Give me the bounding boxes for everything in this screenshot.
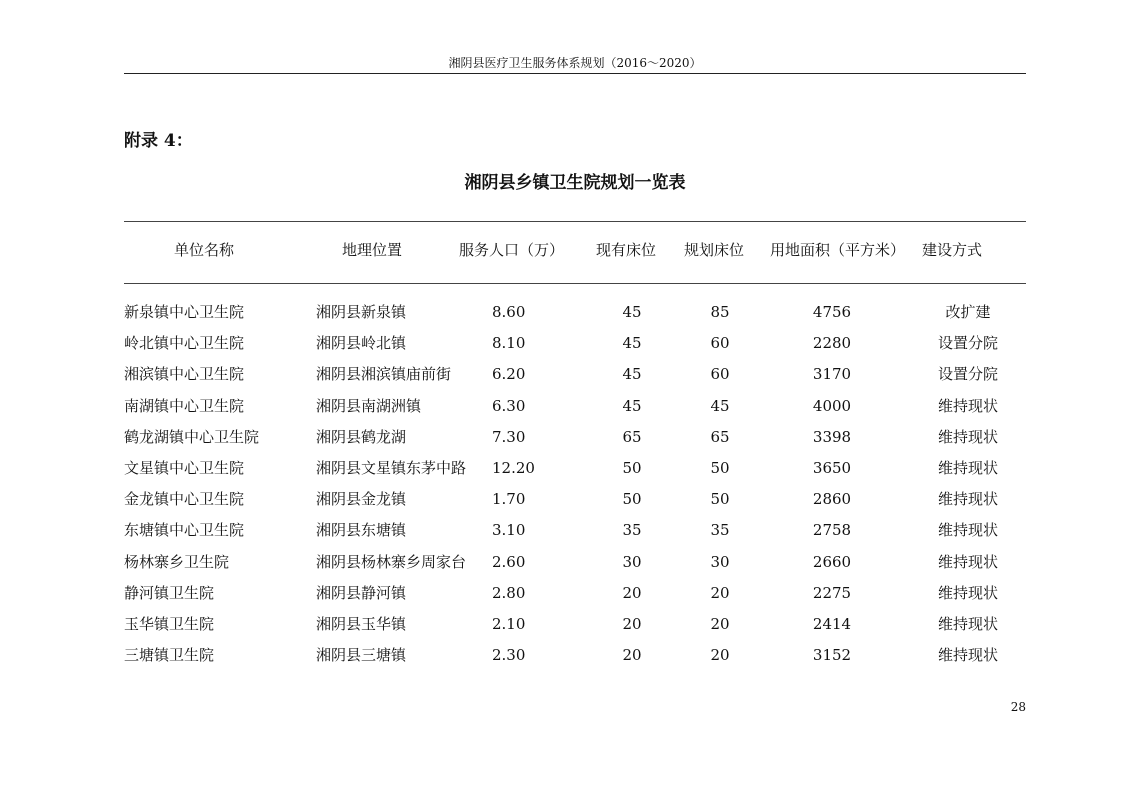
cell-location: 湘阴县杨林寨乡周家台 <box>316 552 467 571</box>
cell-land-area: 2275 <box>812 583 852 602</box>
cell-existing-beds: 45 <box>622 365 642 384</box>
cell-land-area: 4000 <box>812 396 852 415</box>
cell-land-area: 3650 <box>812 458 852 477</box>
cell-existing-beds: 50 <box>622 458 642 477</box>
cell-location: 湘阴县三塘镇 <box>316 646 407 665</box>
appendix-label: 附录 4： <box>124 131 193 151</box>
cell-population: 6.30 <box>492 396 526 415</box>
cell-planned-beds: 20 <box>710 646 730 665</box>
cell-construction-mode: 维持现状 <box>937 552 998 571</box>
cell-construction-mode: 维持现状 <box>937 490 998 509</box>
cell-planned-beds: 35 <box>710 521 730 540</box>
table-row <box>0 362 1122 393</box>
cell-name: 杨林寨乡卫生院 <box>124 552 230 571</box>
table-row <box>0 487 1122 518</box>
column-header-name: 单位名称 <box>173 241 234 259</box>
column-header-existing-beds: 现有床位 <box>596 241 657 259</box>
cell-name: 南湖镇中心卫生院 <box>124 396 245 415</box>
column-header-planned-beds: 规划床位 <box>684 241 745 259</box>
cell-land-area: 3170 <box>812 365 852 384</box>
cell-population: 2.80 <box>492 583 526 602</box>
cell-planned-beds: 60 <box>710 365 730 384</box>
cell-construction-mode: 维持现状 <box>937 521 998 540</box>
cell-construction-mode: 设置分院 <box>937 334 998 353</box>
cell-planned-beds: 50 <box>710 458 730 477</box>
header-rule <box>124 73 1026 74</box>
page-number: 28 <box>1010 700 1026 714</box>
cell-name: 新泉镇中心卫生院 <box>124 303 245 321</box>
cell-name: 东塘镇中心卫生院 <box>124 521 245 540</box>
column-header-land-area: 用地面积（平方米） <box>770 241 906 259</box>
cell-existing-beds: 45 <box>622 396 642 415</box>
cell-land-area: 2280 <box>812 334 852 353</box>
cell-construction-mode: 维持现状 <box>937 396 998 415</box>
cell-existing-beds: 30 <box>622 552 642 571</box>
cell-planned-beds: 65 <box>710 427 730 446</box>
cell-existing-beds: 35 <box>622 521 642 540</box>
cell-name: 文星镇中心卫生院 <box>124 458 245 477</box>
table-header-rule <box>124 283 1026 284</box>
cell-location: 湘阴县岭北镇 <box>316 334 407 353</box>
cell-name: 岭北镇中心卫生院 <box>124 334 245 353</box>
cell-location: 湘阴县金龙镇 <box>316 490 407 509</box>
column-header-construction-mode: 建设方式 <box>922 241 983 259</box>
cell-location: 湘阴县新泉镇 <box>316 303 407 321</box>
cell-existing-beds: 20 <box>622 583 642 602</box>
cell-location: 湘阴县鹤龙湖 <box>316 427 407 446</box>
column-header-population: 服务人口（万） <box>459 241 565 259</box>
table-body <box>0 300 1122 674</box>
cell-location: 湘阴县东塘镇 <box>316 521 407 540</box>
table-row <box>0 643 1122 674</box>
cell-population: 2.30 <box>492 646 526 665</box>
cell-construction-mode: 维持现状 <box>937 646 998 665</box>
cell-planned-beds: 30 <box>710 552 730 571</box>
cell-existing-beds: 45 <box>622 303 642 321</box>
cell-land-area: 3398 <box>812 427 852 446</box>
cell-population: 6.20 <box>492 365 526 384</box>
table-row <box>0 612 1122 643</box>
cell-construction-mode: 维持现状 <box>937 583 998 602</box>
cell-existing-beds: 50 <box>622 490 642 509</box>
cell-location: 湘阴县湘滨镇庙前街 <box>316 365 452 384</box>
cell-planned-beds: 45 <box>710 396 730 415</box>
cell-name: 静河镇卫生院 <box>124 583 215 602</box>
cell-existing-beds: 20 <box>622 614 642 633</box>
table-row <box>0 456 1122 487</box>
cell-land-area: 2758 <box>812 521 852 540</box>
cell-population: 8.10 <box>492 334 526 353</box>
cell-location: 湘阴县文星镇东茅中路 <box>316 458 467 477</box>
column-header-location: 地理位置 <box>341 241 402 259</box>
cell-location: 湘阴县玉华镇 <box>316 614 407 633</box>
cell-population: 2.60 <box>492 552 526 571</box>
cell-planned-beds: 60 <box>710 334 730 353</box>
cell-population: 3.10 <box>492 521 526 540</box>
cell-name: 湘滨镇中心卫生院 <box>124 365 245 384</box>
cell-planned-beds: 85 <box>710 303 730 321</box>
cell-location: 湘阴县静河镇 <box>316 583 407 602</box>
cell-construction-mode: 维持现状 <box>937 458 998 477</box>
cell-construction-mode: 改扩建 <box>945 303 991 321</box>
table-top-rule <box>124 221 1026 222</box>
cell-population: 8.60 <box>492 303 526 321</box>
cell-population: 1.70 <box>492 490 526 509</box>
cell-population: 7.30 <box>492 427 526 446</box>
cell-planned-beds: 50 <box>710 490 730 509</box>
cell-population: 12.20 <box>492 458 535 477</box>
table-row <box>0 425 1122 456</box>
cell-land-area: 4756 <box>812 303 852 321</box>
cell-construction-mode: 设置分院 <box>937 365 998 384</box>
table-title: 湘阴县乡镇卫生院规划一览表 <box>464 173 686 193</box>
cell-name: 鹤龙湖镇中心卫生院 <box>124 427 260 446</box>
table-row <box>0 581 1122 612</box>
cell-land-area: 2660 <box>812 552 852 571</box>
cell-construction-mode: 维持现状 <box>937 614 998 633</box>
table-row <box>0 331 1122 362</box>
cell-name: 三塘镇卫生院 <box>124 646 215 665</box>
cell-planned-beds: 20 <box>710 614 730 633</box>
cell-population: 2.10 <box>492 614 526 633</box>
running-header: 湘阴县医疗卫生服务体系规划（2016～2020） <box>448 56 702 70</box>
cell-existing-beds: 45 <box>622 334 642 353</box>
cell-land-area: 2414 <box>812 614 852 633</box>
table-row <box>0 394 1122 425</box>
cell-existing-beds: 20 <box>622 646 642 665</box>
cell-land-area: 2860 <box>812 490 852 509</box>
cell-name: 金龙镇中心卫生院 <box>124 490 245 509</box>
cell-existing-beds: 65 <box>622 427 642 446</box>
cell-planned-beds: 20 <box>710 583 730 602</box>
cell-construction-mode: 维持现状 <box>937 427 998 446</box>
cell-name: 玉华镇卫生院 <box>124 614 215 633</box>
table-row <box>0 300 1122 331</box>
cell-location: 湘阴县南湖洲镇 <box>316 396 422 415</box>
cell-land-area: 3152 <box>812 646 852 665</box>
table-row <box>0 518 1122 549</box>
table-row <box>0 550 1122 581</box>
